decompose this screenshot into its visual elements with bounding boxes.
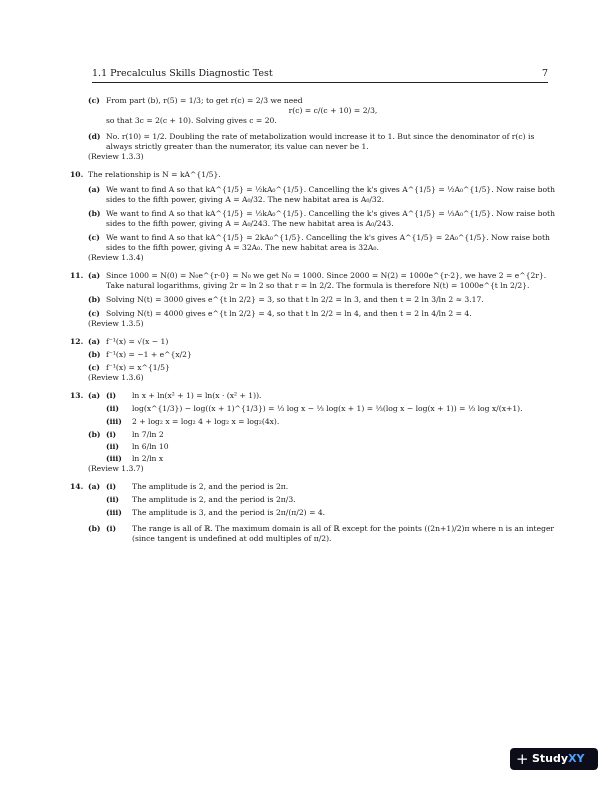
q12-number: 12.: [70, 337, 84, 346]
q13-b-iii: [106, 454, 560, 464]
q10: [70, 170, 560, 263]
q13-a-ii: [106, 404, 560, 414]
q9-c-label: (c): [88, 96, 100, 105]
q10-intro: The relationship is N = kA^{1/5}.: [88, 170, 221, 179]
q13-aiii-label: (iii): [106, 417, 122, 426]
q9-c-after: so that 3c = 2(c + 10). Solving gives c = 20.: [106, 116, 277, 125]
q13-part-b: [88, 430, 560, 464]
q13-bii-text: ln 6/ln 10: [132, 442, 169, 451]
q13-a-label: (a): [88, 391, 101, 400]
q9-part-c: [88, 96, 560, 126]
q14-aiii-text: The amplitude is 3, and the period is 2π/(π/2) = 4.: [132, 508, 326, 517]
header-title: 1.1 Precalculus Skills Diagnostic Test: [92, 68, 273, 79]
q14-aii-text: The amplitude is 2, and the period is 2π/3.: [132, 495, 296, 504]
q9-d-text: No. r(10) = 1/2. Doubling the rate of metabolization would increase it to 1. But since the denominator of r(c) is always strictly greater than the numerator, its value can never be 1.: [106, 132, 535, 151]
q13-b-label: (b): [88, 430, 101, 439]
q13-b-i: [106, 430, 560, 440]
q14-a-label: (a): [88, 482, 101, 491]
q10-review: (Review 1.3.4): [88, 253, 144, 262]
studyxy-logo: [510, 748, 598, 770]
page-header: [92, 68, 548, 83]
q10-number: 10.: [70, 170, 84, 179]
q12-a-label: (a): [88, 337, 101, 346]
q11-review: (Review 1.3.5): [88, 319, 144, 328]
q10-a-label: (a): [88, 185, 101, 194]
q10-part-a: [88, 185, 560, 205]
q10-c-label: (c): [88, 233, 100, 242]
q12-part-c: [88, 363, 560, 373]
q10-part-c: [88, 233, 560, 253]
q13-a-i: [106, 391, 560, 401]
q13-aii-label: (ii): [106, 404, 119, 413]
q13-bi-label: (i): [106, 430, 117, 439]
q11-part-c: [88, 309, 560, 319]
q14-bi-text: The range is all of ℝ. The maximum domain is all of ℝ except for the points ((2n+1)/2)π where n is an integer (since tangent is undefined at odd multiples of π/2).: [132, 524, 555, 543]
q13-ai-label: (i): [106, 391, 117, 400]
q13: [70, 391, 560, 474]
q12-c-label: (c): [88, 363, 100, 372]
q13-aiii-text: 2 + log₂ x = log₂ 4 + log₂ x = log₂(4x).: [132, 417, 280, 426]
q9-review: (Review 1.3.3): [88, 152, 144, 161]
q13-number: 13.: [70, 391, 84, 400]
q11-b-text: Solving N(t) = 3000 gives e^{t ln 2/2} = 3, so that t ln 2/2 = ln 3, and then t = 2 ln 3/ln 2 ≈ 3.17.: [106, 295, 484, 304]
q14-a-i: [106, 482, 560, 492]
q14-part-b: [88, 524, 560, 544]
q12: [70, 337, 560, 383]
q12-a-text: f⁻¹(x) = √(x − 1): [106, 337, 169, 346]
logo-text: [532, 752, 585, 765]
q10-c-text: We want to find A so that kA^{1/5} = 2kA₀^{1/5}. Cancelling the k's gives A^{1/5} = 2A₀^{1/5}. Now raise both sides to the fifth power, giving A = 32A₀. The new habitat area is 32A₀.: [106, 233, 550, 252]
q9-c-equation: r(c) = c/(c + 10) = 2/3,: [288, 106, 378, 115]
q12-b-label: (b): [88, 350, 101, 359]
q14-aii-label: (ii): [106, 495, 119, 504]
q13-biii-label: (iii): [106, 454, 122, 463]
q14-ai-label: (i): [106, 482, 117, 491]
q11-part-a: [88, 271, 560, 291]
q13-aii-text: log(x^{1/3}) − log((x + 1)^{1/3}) = ⅓ log x − ⅓ log(x + 1) = ⅓(log x − log(x + 1)) = ⅓ log x/(x+1).: [132, 404, 523, 413]
q11-c-label: (c): [88, 309, 100, 318]
q13-review: (Review 1.3.7): [88, 464, 144, 473]
q11-number: 11.: [70, 271, 84, 280]
q11-c-text: Solving N(t) = 4000 gives e^{t ln 2/2} = 4, so that t ln 2/2 = ln 4, and then t = 2 ln 4/ln 2 = 4.: [106, 309, 472, 318]
q10-a-text: We want to find A so that kA^{1/5} = ½kA₀^{1/5}. Cancelling the k's gives A^{1/5} = ½A₀^{1/5}. Now raise both sides to the fifth power, giving A = A₀/32. The new habitat area is A₀/32.: [106, 185, 555, 204]
q14-ai-text: The amplitude is 2, and the period is 2π.: [132, 482, 289, 491]
q9-part-d: [88, 132, 560, 152]
plus-icon: +: [516, 750, 529, 768]
q13-biii-text: ln 2/ln x: [132, 454, 164, 463]
q13-b-ii: [106, 442, 560, 452]
q10-b-label: (b): [88, 209, 101, 218]
q11-a-text: Since 1000 = N(0) = N₀e^{r·0} = N₀ we get N₀ = 1000. Since 2000 = N(2) = 1000e^{r·2}, we have 2 = e^{2r}. Take natural logarithms, giving 2r = ln 2 so that r = ln 2/2. The formula is therefore N(t) = 1000e^{t ln 2/2}.: [106, 271, 547, 290]
q12-part-b: [88, 350, 560, 360]
q14-number: 14.: [70, 482, 84, 491]
q11-a-label: (a): [88, 271, 101, 280]
q9-d-label: (d): [88, 132, 101, 141]
q14-bi-label: (i): [106, 524, 117, 533]
q13-ai-text: ln x + ln(x² + 1) = ln(x · (x² + 1)).: [132, 391, 262, 400]
q10-b-text: We want to find A so that kA^{1/5} = ⅓kA₀^{1/5}. Cancelling the k's gives A^{1/5} = ⅓A₀^{1/5}. Now raise both sides to the fifth power, giving A = A₀/243. The new habitat area is A₀/243.: [106, 209, 555, 228]
q13-a-iii: [106, 417, 560, 427]
q14-a-ii: [106, 495, 560, 505]
q13-bii-label: (ii): [106, 442, 119, 451]
q13-part-a: [88, 391, 560, 427]
q14: [70, 482, 560, 544]
q11-part-b: [88, 295, 560, 305]
q12-b-text: f⁻¹(x) = −1 + e^{x/2}: [106, 350, 192, 359]
q14-b-label: (b): [88, 524, 101, 533]
q14-part-a: [88, 482, 560, 518]
q13-bi-text: ln 7/ln 2: [132, 430, 164, 439]
q12-review: (Review 1.3.6): [88, 373, 144, 382]
q11: [70, 271, 560, 329]
q10-part-b: [88, 209, 560, 229]
page-number: 7: [541, 68, 548, 79]
q14-b-i: [106, 524, 560, 544]
q12-c-text: f⁻¹(x) = x^{1/5}: [106, 363, 170, 372]
q12-part-a: [88, 337, 560, 347]
q9-c-text: From part (b), r(5) = 1/3; to get r(c) = 2/3 we need: [106, 96, 303, 105]
logo-xy: XY: [568, 752, 585, 765]
q14-a-iii: [106, 508, 560, 518]
logo-study: Study: [532, 752, 569, 765]
page-body: [70, 96, 560, 544]
q11-b-label: (b): [88, 295, 101, 304]
q14-aiii-label: (iii): [106, 508, 122, 517]
